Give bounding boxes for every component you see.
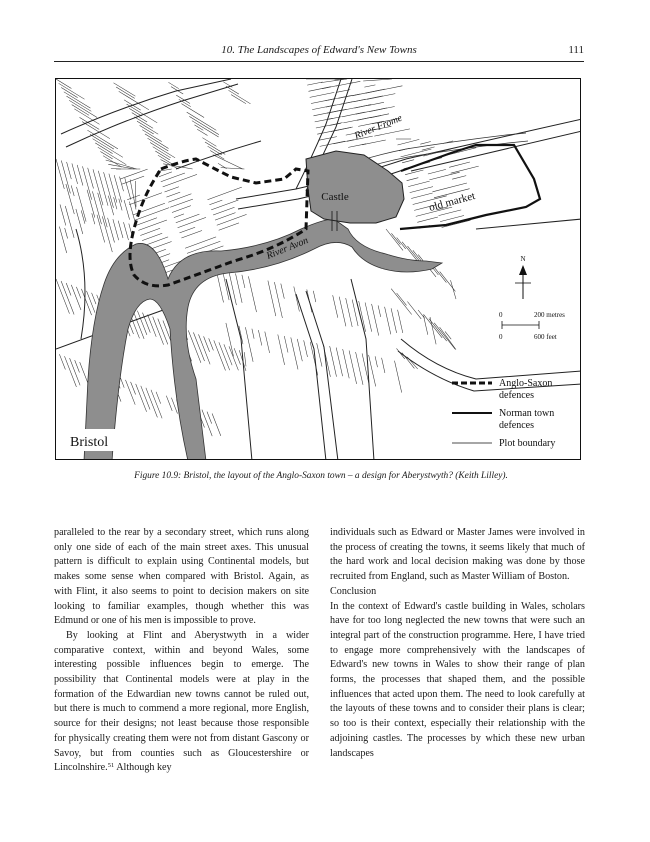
plot-boundary: [391, 289, 412, 315]
plot-boundary: [148, 138, 169, 151]
plot-boundary: [193, 332, 204, 361]
plot-boundary: [69, 100, 97, 117]
plot-boundary: [452, 176, 466, 180]
plot-boundary: [398, 139, 420, 145]
plot-boundary: [187, 112, 217, 130]
plot-boundary: [258, 330, 261, 345]
plot-boundary: [356, 352, 363, 385]
plot-boundary: [56, 159, 64, 189]
plot-boundary: [178, 217, 206, 227]
plot-boundary: [248, 276, 256, 312]
plot-boundary: [76, 287, 80, 298]
castle-area: [306, 151, 404, 223]
plot-boundary: [367, 94, 395, 100]
plot-boundary: [291, 337, 298, 369]
body-column-left: [54, 526, 309, 776]
paragraph-text: By looking at Flint and Aberystwyth in a wider comparative context, within and beyond Wales, some interesting possible influences begin to emerge. The possibility that Continental models were at play in the formation of the Edwardian new towns cannot be ruled out, but there is much to commend a more regional, more English, source for their designs; not least because those responsible for physically creating them were not from distant Gascony or Savoy, but from counties such as Gloucestershire or Lincolnshire.: [54, 629, 309, 774]
plot-boundary: [82, 122, 110, 139]
plot-boundary: [372, 304, 379, 336]
footnote-reference: 51: [107, 762, 115, 770]
plot-boundary: [223, 271, 230, 301]
plot-boundary: [151, 390, 162, 419]
plot-boundary: [109, 174, 117, 203]
plot-boundary: [318, 137, 337, 141]
scale-metric-max: 200 metres: [534, 311, 565, 319]
plot-boundary: [213, 207, 234, 215]
plot-boundary: [124, 222, 129, 240]
plot-boundary: [67, 162, 72, 179]
plot-boundary: [165, 187, 179, 192]
plot-boundary: [411, 193, 432, 199]
plot-boundary: [212, 414, 221, 436]
plot-boundary: [343, 349, 350, 378]
plot-boundary: [375, 356, 377, 367]
plot-boundary: [274, 282, 282, 318]
plot-boundary: [322, 86, 338, 89]
legend-anglo-saxon-2: defences: [499, 390, 534, 401]
plot-boundary: [87, 291, 96, 313]
plot-boundary: [97, 215, 105, 243]
plot-boundary: [224, 344, 232, 365]
plot-boundary: [140, 228, 160, 235]
paragraph: individuals such as Edward or Master James were involved in the process of creating the towns, it seems likely that much of the hard work and local decision making was done by those recruited from England, such as Master William of Boston.: [330, 527, 585, 583]
plot-boundary: [119, 91, 149, 110]
plot-boundary: [71, 285, 81, 310]
plot-boundary: [130, 180, 136, 210]
plot-boundary: [209, 200, 222, 205]
plot-boundary: [56, 79, 71, 89]
plot-boundary: [217, 214, 247, 225]
plot-boundary: [146, 388, 158, 418]
plot-boundary: [349, 351, 357, 384]
plot-boundary: [137, 311, 147, 335]
plot-boundary: [336, 348, 342, 377]
header-rule: [54, 61, 584, 62]
plot-boundary: [382, 358, 385, 373]
plot-boundary: [159, 172, 172, 177]
page-number: 111: [568, 44, 584, 56]
plot-boundary: [265, 332, 270, 353]
plot-boundary: [268, 281, 276, 317]
plot-boundary: [231, 95, 246, 104]
plot-boundary: [72, 163, 78, 184]
plot-boundary: [92, 191, 101, 224]
plot-boundary: [185, 237, 216, 248]
plot-boundary: [395, 361, 402, 393]
plot-boundary: [114, 175, 122, 202]
plot-boundary: [297, 339, 302, 361]
plot-boundary: [65, 206, 74, 238]
plot-boundary: [88, 168, 94, 189]
section-heading: Conclusion: [330, 585, 377, 597]
plot-boundary: [72, 105, 89, 116]
plot-boundary: [168, 82, 178, 88]
plot-boundary: [92, 293, 96, 304]
plot-boundary: [129, 202, 135, 222]
plot-boundary: [420, 142, 431, 145]
plot-boundary: [153, 317, 164, 345]
plot-boundary: [114, 197, 117, 209]
plot-boundary: [213, 155, 243, 169]
plot-boundary: [333, 295, 338, 318]
paragraph: paralleled to the rear by a secondary street, which runs along only one side of each of the main street axes. This unusual pattern is difficult to explain using Continental models, but makes some sense when compared with Bristol. Again, as with Flint, it also seems to point to decision makers on site looking to familiar examples, though whether this was Edmund or one of his men is impossible to prove.: [54, 527, 309, 627]
plot-boundary: [429, 319, 447, 342]
legend-anglo-saxon-1: Anglo-Saxon: [499, 378, 553, 389]
map-drawing: [56, 79, 581, 460]
plot-boundary: [215, 213, 236, 221]
plot-boundary: [197, 129, 207, 135]
plot-boundary: [102, 216, 112, 252]
plot-boundary: [408, 181, 429, 187]
plot-boundary: [207, 412, 212, 424]
plot-boundary: [120, 169, 148, 179]
plot-boundary: [148, 315, 157, 337]
plot-boundary: [127, 104, 158, 123]
plot-boundary: [189, 116, 219, 134]
plot-boundary: [119, 199, 122, 211]
plot-boundary: [113, 219, 119, 240]
plot-boundary: [391, 308, 397, 333]
plot-boundary: [317, 343, 322, 366]
plot-boundary: [369, 355, 376, 387]
plot-boundary: [161, 173, 185, 182]
plot-boundary: [245, 327, 253, 362]
plot-boundary: [278, 335, 285, 365]
plot-boundary: [310, 92, 335, 97]
plot-boundary: [236, 273, 243, 302]
plot-boundary: [61, 161, 70, 194]
plot-boundary: [118, 221, 123, 238]
plot-boundary: [172, 206, 191, 213]
plot-boundary: [137, 218, 158, 226]
plot-boundary: [104, 172, 114, 208]
plot-boundary: [366, 86, 403, 93]
plot-boundary: [304, 340, 308, 357]
plot-boundary: [144, 237, 168, 246]
plot-boundary: [56, 279, 70, 314]
plot-boundary: [368, 102, 384, 105]
plot-boundary: [294, 287, 300, 312]
map-title: Bristol: [70, 435, 109, 450]
plot-boundary: [137, 121, 158, 134]
plot-boundary: [219, 223, 239, 230]
plot-boundary: [195, 125, 204, 130]
plot-boundary: [209, 338, 214, 350]
plot-boundary: [77, 165, 83, 186]
plot-boundary: [407, 178, 419, 181]
plot-boundary: [71, 185, 74, 196]
plot-boundary: [181, 104, 204, 118]
plot-boundary: [417, 217, 438, 222]
plot-boundary: [397, 293, 407, 305]
plot-boundary: [155, 151, 170, 160]
plot-boundary: [103, 156, 122, 168]
plot-boundary: [346, 298, 353, 327]
river-frome-label: River Frome: [353, 112, 404, 142]
plot-boundary: [124, 200, 130, 220]
plot-boundary: [166, 192, 180, 197]
paragraph-tail: Although key: [114, 762, 172, 774]
north-label: N: [520, 255, 526, 263]
river-avon-label: River Avon: [265, 235, 310, 262]
plot-boundary: [75, 360, 80, 372]
plot-boundary: [181, 231, 202, 239]
plot-boundary: [284, 336, 288, 353]
plot-boundary: [252, 329, 254, 339]
plot-boundary: [61, 88, 77, 98]
plot-boundary: [211, 200, 238, 210]
figure-caption: Figure 10.9: Bristol, the layout of the Anglo-Saxon town – a design for Aberystwyth? (Keith Lilley).: [134, 471, 508, 481]
plot-boundary: [64, 92, 91, 108]
plot-boundary: [121, 378, 125, 388]
plot-boundary: [434, 267, 446, 282]
plot-boundary: [386, 229, 403, 250]
plot-boundary: [66, 184, 74, 214]
plot-boundary: [339, 297, 346, 327]
plot-boundary: [81, 210, 85, 223]
plot-boundary: [142, 233, 162, 240]
plot-boundary: [410, 187, 433, 193]
plot-boundary: [281, 284, 285, 299]
plot-boundary: [307, 82, 323, 85]
plot-boundary: [131, 382, 136, 395]
plot-boundary: [202, 410, 212, 437]
paragraph: [54, 629, 309, 776]
plot-boundary: [87, 190, 95, 218]
plot-boundary: [180, 227, 196, 233]
plot-boundary: [371, 116, 381, 118]
plot-boundary: [126, 380, 136, 405]
plot-boundary: [242, 275, 245, 288]
plot-boundary: [158, 319, 168, 345]
plot-boundary: [138, 220, 167, 230]
paragraph: In the context of Edward's castle building in Wales, scholars have for too long neglected the new towns that were such an integral part of the construction programme. Here, I have tried to engage more comprehensively with the landscapes of Edward's new towns in Wales to show their range of plan forms, the processes that shaped them, and the possible influences that acted upon them. The need to look carefully at the layouts of these towns and to consider their plans is clear; so too is their context, especially their relationship with the adjoining castles. The processes by which these new urban landscapes: [330, 600, 585, 759]
castle-label: Castle: [321, 191, 349, 203]
plot-boundary: [385, 307, 391, 335]
plot-boundary: [226, 323, 234, 357]
plot-boundary: [192, 121, 219, 137]
plot-boundary: [365, 303, 372, 332]
scale-imperial-max: 600 feet: [534, 333, 557, 341]
plot-boundary: [229, 90, 251, 104]
plot-boundary: [87, 130, 118, 149]
plot-boundary: [363, 79, 392, 81]
plot-boundary: [407, 302, 421, 319]
plot-boundary: [135, 181, 136, 207]
plot-boundary: [141, 386, 150, 410]
plot-boundary: [398, 310, 403, 333]
plot-boundary: [66, 283, 71, 296]
plot-boundary: [142, 130, 162, 142]
plot-boundary: [229, 272, 236, 305]
plot-boundary: [369, 107, 394, 112]
plot-boundary: [174, 214, 184, 218]
plot-boundary: [330, 346, 337, 377]
river-avon: [84, 219, 442, 460]
plot-boundary: [116, 87, 135, 98]
running-title: 10. The Landscapes of Edward's New Towns: [221, 44, 417, 56]
plot-boundary: [229, 346, 238, 370]
plot-boundary: [449, 162, 470, 167]
plot-boundary: [93, 139, 123, 158]
body-column-right: [330, 526, 585, 761]
legend-norman-2: defences: [499, 420, 534, 431]
plot-boundary: [244, 352, 246, 366]
legend-norman-1: Norman town: [499, 408, 555, 419]
plot-boundary: [60, 205, 66, 226]
old-market-label: old market: [427, 190, 477, 214]
figure-map: [55, 78, 581, 460]
plot-boundary: [330, 123, 341, 125]
plot-boundary: [83, 166, 92, 199]
plot-boundary: [65, 228, 68, 239]
plot-boundary: [70, 358, 81, 385]
scale-imperial-zero: 0: [499, 333, 503, 341]
plot-boundary: [114, 83, 136, 96]
plot-boundary: [208, 187, 242, 200]
plot-boundary: [428, 169, 446, 174]
plot-boundary: [445, 331, 451, 339]
plot-boundary: [156, 392, 161, 404]
plot-boundary: [391, 233, 400, 244]
plot-boundary: [378, 305, 381, 317]
plot-boundary: [442, 220, 471, 227]
plot-boundary: [424, 316, 428, 335]
plot-boundary: [313, 291, 316, 302]
plot-boundary: [397, 238, 406, 249]
plot-boundary: [424, 314, 443, 338]
running-head: [54, 44, 584, 62]
scale-metric-zero: 0: [499, 311, 503, 319]
plot-boundary: [451, 166, 479, 173]
plot-boundary: [364, 85, 375, 87]
plot-boundary: [95, 143, 112, 154]
plot-boundary: [362, 140, 386, 145]
plot-boundary: [81, 289, 91, 315]
legend-plot: Plot boundary: [499, 438, 556, 449]
plot-boundary: [136, 384, 147, 412]
plot-boundary: [219, 342, 230, 370]
plot-boundary: [163, 174, 197, 187]
plot-boundary: [359, 301, 366, 332]
